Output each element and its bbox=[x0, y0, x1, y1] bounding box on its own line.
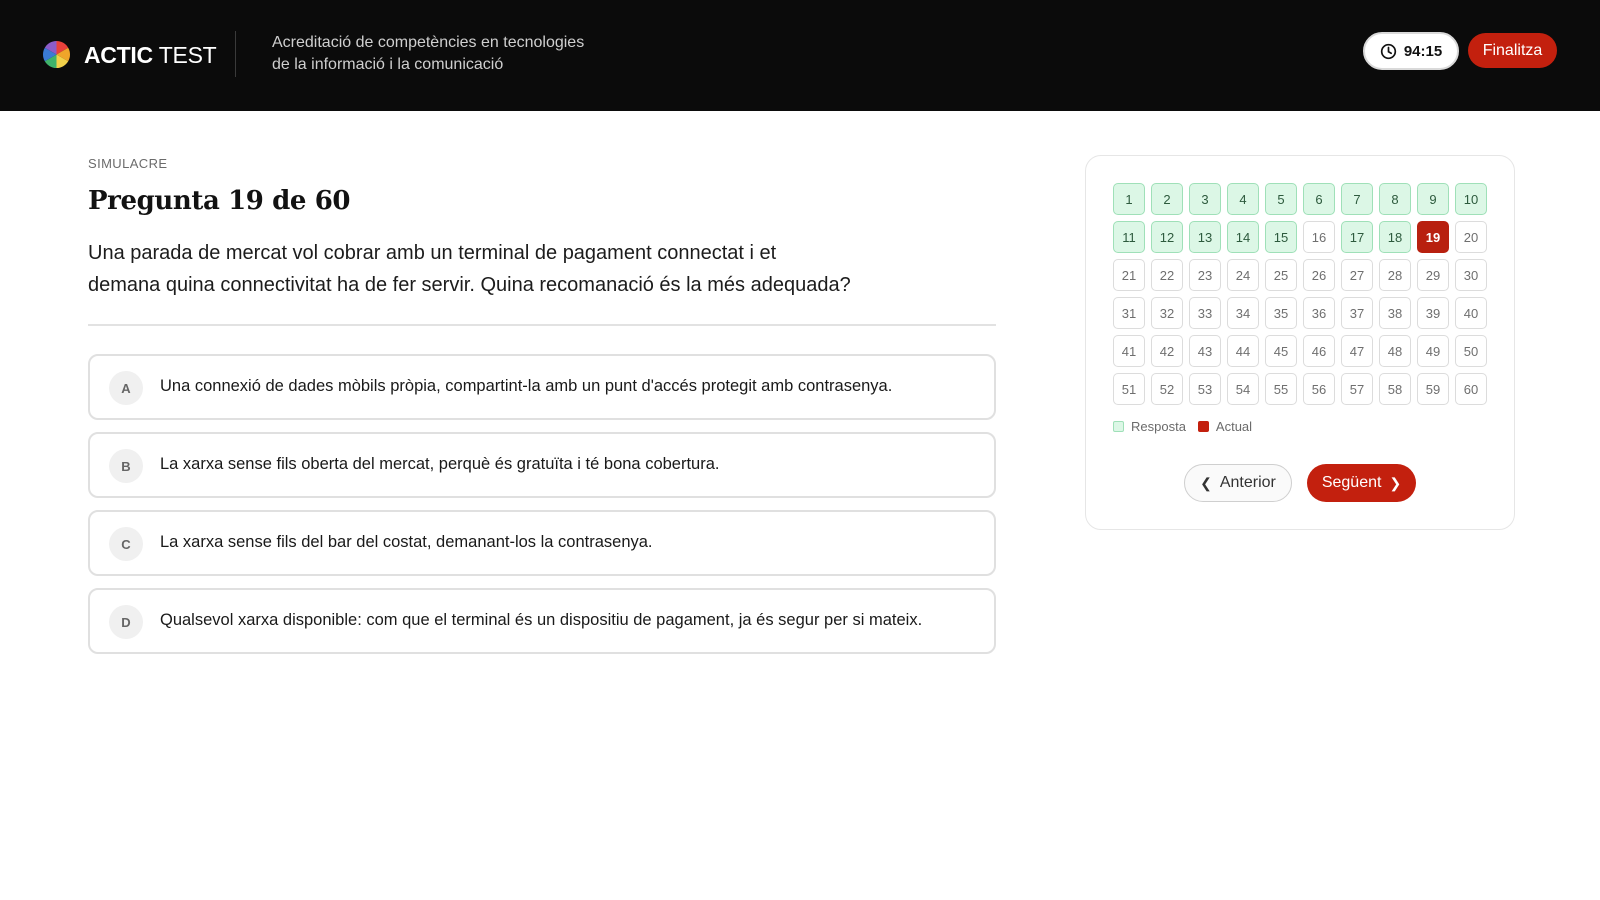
question-number-58[interactable]: 58 bbox=[1379, 373, 1411, 405]
question-number-43[interactable]: 43 bbox=[1189, 335, 1221, 367]
question-number-54[interactable]: 54 bbox=[1227, 373, 1259, 405]
question-number-8[interactable]: 8 bbox=[1379, 183, 1411, 215]
question-number-6[interactable]: 6 bbox=[1303, 183, 1335, 215]
option-letter: D bbox=[109, 605, 143, 639]
question-number-25[interactable]: 25 bbox=[1265, 259, 1297, 291]
timer-value: 94:15 bbox=[1403, 42, 1443, 60]
question-title: Pregunta 19 de 60 bbox=[88, 186, 351, 216]
question-number-4[interactable]: 4 bbox=[1227, 183, 1259, 215]
question-divider bbox=[88, 324, 996, 326]
question-number-23[interactable]: 23 bbox=[1189, 259, 1221, 291]
question-number-29[interactable]: 29 bbox=[1417, 259, 1449, 291]
question-number-35[interactable]: 35 bbox=[1265, 297, 1297, 329]
option-letter: B bbox=[109, 449, 143, 483]
question-number-36[interactable]: 36 bbox=[1303, 297, 1335, 329]
legend-answered-label: Resposta bbox=[1131, 419, 1186, 434]
question-number-3[interactable]: 3 bbox=[1189, 183, 1221, 215]
question-number-51[interactable]: 51 bbox=[1113, 373, 1145, 405]
option-letter: C bbox=[109, 527, 143, 561]
question-number-5[interactable]: 5 bbox=[1265, 183, 1297, 215]
question-number-13[interactable]: 13 bbox=[1189, 221, 1221, 253]
question-number-45[interactable]: 45 bbox=[1265, 335, 1297, 367]
logo-icon bbox=[42, 40, 71, 69]
question-number-53[interactable]: 53 bbox=[1189, 373, 1221, 405]
question-number-27[interactable]: 27 bbox=[1341, 259, 1373, 291]
option-text: Qualsevol xarxa disponible: com que el terminal és un dispositiu de pagament, ja és segur per si mateix. bbox=[160, 611, 923, 629]
answer-options bbox=[88, 354, 996, 666]
question-number-47[interactable]: 47 bbox=[1341, 335, 1373, 367]
legend-current-swatch bbox=[1198, 421, 1209, 432]
question-number-16[interactable]: 16 bbox=[1303, 221, 1335, 253]
question-number-19[interactable]: 19 bbox=[1417, 221, 1449, 253]
question-number-55[interactable]: 55 bbox=[1265, 373, 1297, 405]
question-number-39[interactable]: 39 bbox=[1417, 297, 1449, 329]
question-number-59[interactable]: 59 bbox=[1417, 373, 1449, 405]
legend-current-label: Actual bbox=[1215, 419, 1253, 434]
question-number-34[interactable]: 34 bbox=[1227, 297, 1259, 329]
finish-button[interactable]: Finalitza bbox=[1468, 33, 1557, 68]
question-grid bbox=[1113, 183, 1487, 405]
option-d[interactable] bbox=[88, 588, 996, 654]
question-number-28[interactable]: 28 bbox=[1379, 259, 1411, 291]
option-letter: A bbox=[109, 371, 143, 405]
header-subtitle: Acreditació de competències en tecnologies de la informació i la comunicació bbox=[272, 34, 585, 73]
question-number-31[interactable]: 31 bbox=[1113, 297, 1145, 329]
next-label: Següent bbox=[1321, 474, 1382, 491]
option-text: La xarxa sense fils del bar del costat, demanant-los la contrasenya. bbox=[160, 533, 653, 551]
option-c[interactable] bbox=[88, 510, 996, 576]
previous-button[interactable] bbox=[1184, 464, 1292, 502]
question-number-2[interactable]: 2 bbox=[1151, 183, 1183, 215]
timer-badge bbox=[1363, 32, 1459, 70]
question-number-7[interactable]: 7 bbox=[1341, 183, 1373, 215]
mode-label: SIMULACRE bbox=[88, 156, 168, 171]
question-number-52[interactable]: 52 bbox=[1151, 373, 1183, 405]
question-number-33[interactable]: 33 bbox=[1189, 297, 1221, 329]
question-number-49[interactable]: 49 bbox=[1417, 335, 1449, 367]
question-number-20[interactable]: 20 bbox=[1455, 221, 1487, 253]
header-divider bbox=[235, 31, 236, 77]
legend-answered-swatch bbox=[1113, 421, 1124, 432]
option-text: La xarxa sense fils oberta del mercat, perquè és gratuïta i té bona cobertura. bbox=[160, 455, 720, 473]
question-number-9[interactable]: 9 bbox=[1417, 183, 1449, 215]
question-number-15[interactable]: 15 bbox=[1265, 221, 1297, 253]
question-number-17[interactable]: 17 bbox=[1341, 221, 1373, 253]
option-text: Una connexió de dades mòbils pròpia, compartint-la amb un punt d'accés protegit amb contrasenya. bbox=[160, 377, 893, 395]
question-number-18[interactable]: 18 bbox=[1379, 221, 1411, 253]
question-number-50[interactable]: 50 bbox=[1455, 335, 1487, 367]
question-number-22[interactable]: 22 bbox=[1151, 259, 1183, 291]
question-number-21[interactable]: 21 bbox=[1113, 259, 1145, 291]
clock-icon bbox=[1380, 43, 1397, 60]
question-number-46[interactable]: 46 bbox=[1303, 335, 1335, 367]
question-number-37[interactable]: 37 bbox=[1341, 297, 1373, 329]
question-number-57[interactable]: 57 bbox=[1341, 373, 1373, 405]
question-number-40[interactable]: 40 bbox=[1455, 297, 1487, 329]
option-b[interactable] bbox=[88, 432, 996, 498]
question-number-56[interactable]: 56 bbox=[1303, 373, 1335, 405]
chevron-right-icon: ❯ bbox=[1389, 475, 1402, 491]
question-number-26[interactable]: 26 bbox=[1303, 259, 1335, 291]
question-navigator bbox=[1085, 155, 1515, 530]
next-button[interactable] bbox=[1307, 464, 1416, 502]
navigator-legend bbox=[1113, 419, 1252, 434]
brand-name: ACTIC TEST bbox=[84, 42, 217, 68]
question-number-32[interactable]: 32 bbox=[1151, 297, 1183, 329]
question-number-12[interactable]: 12 bbox=[1151, 221, 1183, 253]
question-number-10[interactable]: 10 bbox=[1455, 183, 1487, 215]
question-number-41[interactable]: 41 bbox=[1113, 335, 1145, 367]
question-number-1[interactable]: 1 bbox=[1113, 183, 1145, 215]
question-number-30[interactable]: 30 bbox=[1455, 259, 1487, 291]
question-number-60[interactable]: 60 bbox=[1455, 373, 1487, 405]
question-number-44[interactable]: 44 bbox=[1227, 335, 1259, 367]
question-number-11[interactable]: 11 bbox=[1113, 221, 1145, 253]
top-bar bbox=[0, 0, 1600, 111]
option-a[interactable] bbox=[88, 354, 996, 420]
chevron-left-icon: ❮ bbox=[1200, 475, 1212, 491]
question-number-42[interactable]: 42 bbox=[1151, 335, 1183, 367]
previous-label: Anterior bbox=[1219, 474, 1276, 491]
question-text: Una parada de mercat vol cobrar amb un terminal de pagament connectat i et demana quina connectivitat ha de fer servir. Quina recomanació és la més adequada? bbox=[88, 242, 851, 296]
question-number-48[interactable]: 48 bbox=[1379, 335, 1411, 367]
question-number-14[interactable]: 14 bbox=[1227, 221, 1259, 253]
question-number-24[interactable]: 24 bbox=[1227, 259, 1259, 291]
question-number-38[interactable]: 38 bbox=[1379, 297, 1411, 329]
